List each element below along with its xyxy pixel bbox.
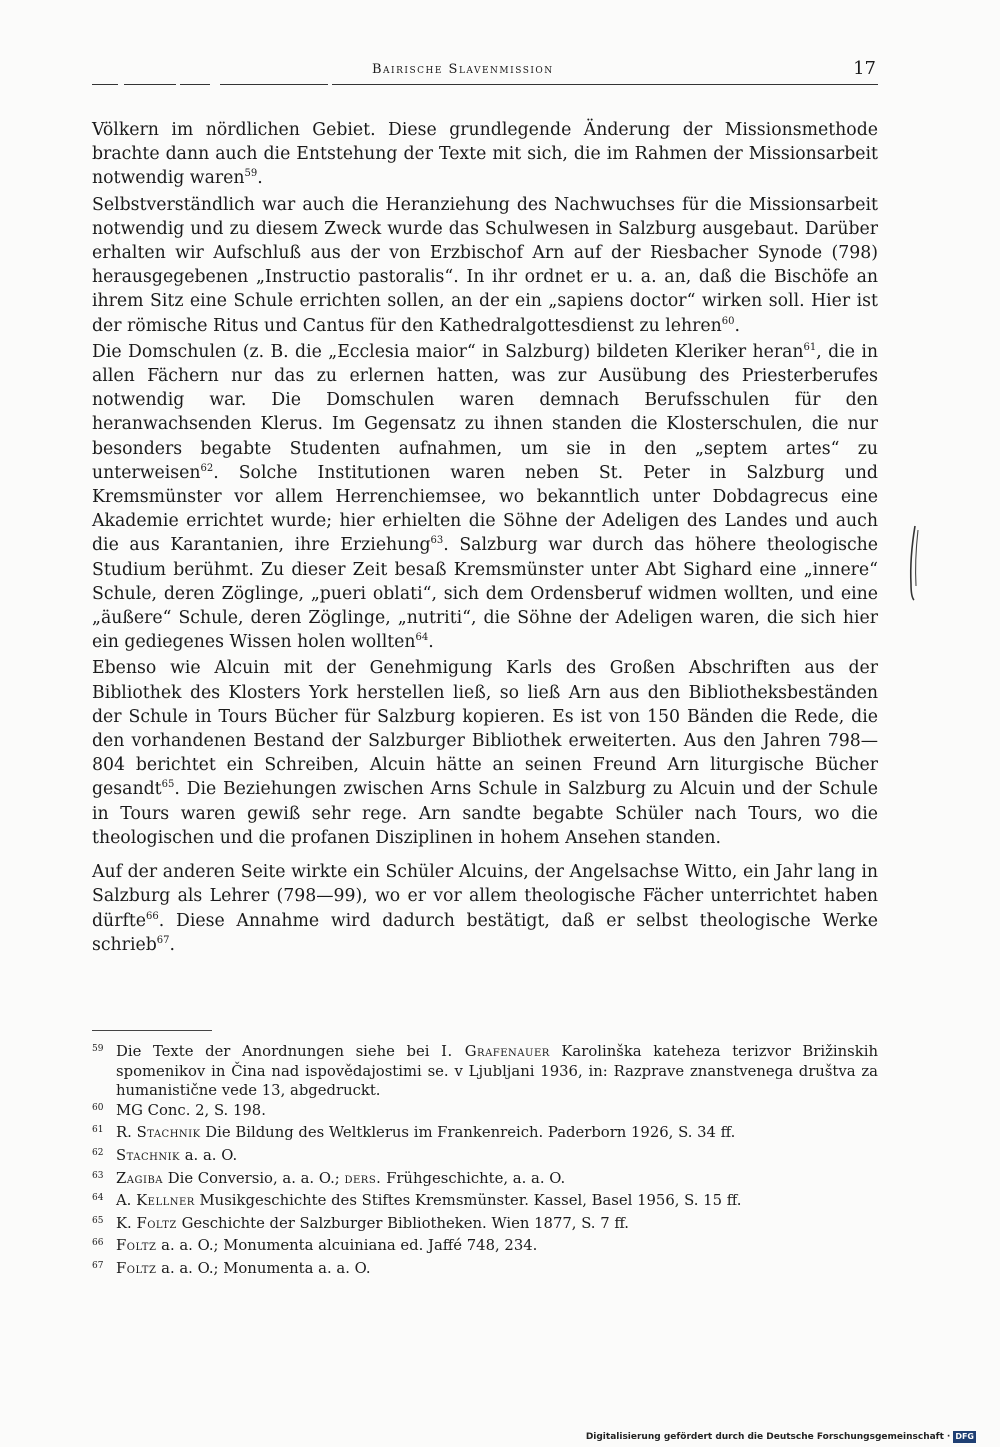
footnote-part: Die Bildung des Weltklerus im Frankenreich. Paderborn 1926, S. 34 ff. [200, 1124, 736, 1142]
rule-gap [118, 83, 124, 87]
footnote-author: Zagiba [116, 1169, 164, 1187]
footnote-text [116, 1191, 878, 1211]
footnote-number: 59 [92, 1044, 104, 1054]
footnote [92, 1169, 878, 1192]
footnotes [92, 1042, 878, 1282]
footnote [92, 1191, 878, 1214]
rule-gap [328, 83, 332, 87]
footnote-number: 64 [92, 1193, 104, 1204]
footnote-author: Foltz [116, 1237, 157, 1255]
page-number: 17 [853, 58, 876, 79]
footnote-text [116, 1146, 878, 1166]
footnote-part: a. a. O.; Monumenta alcuiniana ed. Jaffé 748, 234. [156, 1237, 538, 1255]
footnote-part: Die Conversio, a. a. O.; [163, 1169, 345, 1187]
footnote-part: a. a. O. [180, 1146, 238, 1164]
paragraph [92, 118, 878, 191]
rule-gap [176, 83, 180, 87]
footnote-part: Musikgeschichte des Stiftes Kremsmünster. Kassel, Basel 1956, S. 15 ff. [194, 1192, 742, 1210]
paragraph-text: Selbstverständlich war auch die Heranziehung des Nachwuchses für die Missionsarbeit notwendig und zu diesem Zweck wurde das Schulwesen in Salzburg ausgebaut. Darüber erhalten wir Aufschluß aus der von Erzbischof Arn auf der Riesbacher Synode (798) herausgegebenen „Instructio pastoralis“. In ihr ordnet er u. a. an, daß die Bischöfe an ihrem Sitz eine Schule errichten sollen, an der ein „sapiens doctor“ wirken soll. Hier ist der römische Ritus und Cantus für den Kathedralgottesdienst zu lehren [92, 194, 878, 336]
footnote-ref[interactable]: 59 [244, 168, 258, 180]
footnote-separator [92, 1030, 212, 1031]
paragraph-text: . Die Beziehungen zwischen Arns Schule in Salzburg zu Alcuin und der Schule in Tours waren gewiß sehr rege. Arn sandte begabte Schüler nach Tours, wo die theologischen und die profanen Disziplinen in hohem Ansehen standen. [92, 779, 878, 848]
footnote-ref[interactable]: 63 [430, 535, 444, 547]
dfg-logo: DFG [955, 1432, 974, 1441]
footnote-author: Foltz [116, 1259, 157, 1277]
footnote-part: Die Texte der Anordnungen siehe bei [116, 1043, 442, 1060]
footnote-author: I. Grafenauer [441, 1043, 550, 1060]
footnote-text [116, 1236, 878, 1256]
paragraph [92, 656, 878, 850]
footnote [92, 1236, 878, 1259]
footnote-ref[interactable]: 64 [415, 632, 429, 644]
footnote-text [116, 1169, 878, 1189]
footnote [92, 1042, 878, 1101]
footnote-author: Kellner [136, 1192, 195, 1210]
footnote-author: Foltz [136, 1214, 177, 1232]
footnote-number: 62 [92, 1147, 104, 1158]
margin-pencil-mark [906, 524, 920, 602]
footnote-part: A. [116, 1192, 137, 1210]
footnote-part: Frühgeschichte, a. a. O. [381, 1169, 566, 1187]
footnote-part: Karolinška kateheza terizvor Brižinskih spomenikov in Čina nad ispovědajostimi se. v Ljubljani 1936, in: Razprave znanstvenega društva za humanistične vede 13, abgedruckt. [116, 1043, 878, 1100]
paragraph-text: . Diese Annahme wird dadurch bestätigt, daß er selbst theologische Werke schrieb [92, 910, 878, 955]
footnote [92, 1259, 878, 1282]
footnote-part: a. a. O.; Monumenta a. a. O. [156, 1259, 371, 1277]
paragraph-text: Auf der anderen Seite wirkte ein Schüler Alcuins, der Angelsachse Witto, ein Jahr lang in Salzburg als Lehrer (798—99), wo er vor allem theologische Fächer unterrichtet haben dürfte [92, 862, 878, 931]
footnote-ref[interactable]: 61 [803, 341, 817, 353]
footnote [92, 1146, 878, 1169]
footnote-number: 60 [92, 1102, 104, 1113]
paragraph-text: Die Domschulen (z. B. die „Ecclesia maior“ in Salzburg) bildeten Kleriker heran [92, 341, 804, 362]
paragraph-text: Ebenso wie Alcuin mit der Genehmigung Karls des Großen Abschriften aus der Bibliothek des Klosters York herstellen ließ, so ließ Arn aus den Bibliotheksbeständen der Schule in Tours Bücher für Salzburg kopieren. Es ist von 150 Bänden die Rede, die den vorhandenen Bestand der Salzburger Bibliothek erweiterten. Aus den Jahren 798—804 berichtet ein Schreiben, Alcuin hätte an seinen Freund Arn liturgische Bücher gesandt [92, 658, 878, 800]
paragraph-text: Völkern im nördlichen Gebiet. Diese grundlegende Änderung der Missionsmethode brachte dann auch die Entstehung der Texte mit sich, die im Rahmen der Missionsarbeit notwendig waren [92, 120, 878, 189]
footnote-ref[interactable]: 67 [156, 934, 170, 946]
running-head [92, 58, 878, 86]
credit-text: Digitalisierung gefördert durch die Deutsche Forschungsgemeinschaft [585, 1432, 944, 1442]
footnote-author: ders. [344, 1169, 382, 1187]
main-text [92, 118, 878, 957]
footnote [92, 1214, 878, 1237]
footnote [92, 1123, 878, 1146]
digitization-credit [586, 1431, 976, 1443]
footnote-text [116, 1259, 878, 1279]
credit-separator: · [946, 1432, 951, 1442]
footnote-text [116, 1214, 878, 1234]
footnote-author: Stachnik [116, 1146, 181, 1164]
footnote-part: R. [116, 1124, 137, 1142]
paragraph [92, 860, 878, 957]
footnote-part: MG Conc. 2, S. 198. [116, 1101, 266, 1119]
running-head-title: Bairische Slavenmission [372, 62, 554, 77]
footnote-ref[interactable]: 62 [200, 462, 214, 474]
footnote-text [116, 1123, 878, 1143]
paragraph-text: . [428, 632, 434, 653]
paragraph [92, 193, 878, 338]
footnote-ref[interactable]: 65 [161, 779, 175, 791]
footnote-number: 67 [92, 1260, 104, 1271]
footnote-number: 65 [92, 1215, 104, 1226]
paragraph-text: . [734, 315, 740, 336]
rule-gap [210, 83, 220, 87]
footnote-text [116, 1101, 878, 1121]
paragraph-text: . [257, 168, 263, 189]
footnote-part: K. [116, 1214, 137, 1232]
footnote-author: Stachnik [136, 1124, 201, 1142]
footnote [92, 1101, 878, 1124]
paragraph-text: . [169, 934, 175, 955]
paragraph-text: . Solche Institutionen waren neben St. Peter in Salzburg und Kremsmünster vor allem Herrenchiemsee, wo bekanntlich unter Dobdagrecus eine Akademie errichtet wurde; hier erhielten die Söhne der Adeligen des Landes und auch die aus Karantanien, ihre Erziehung [92, 462, 878, 556]
footnote-ref[interactable]: 66 [146, 910, 159, 922]
paragraph [92, 340, 878, 655]
footnote-number: 66 [92, 1238, 104, 1249]
paragraph-text: , die in allen Fächern nur das zu erlernen hatten, was zur Ausübung des Priesterberufes notwendig war. Die Domschulen waren demnach Berufsschulen für den heranwachsenden Klerus. Im Gegensatz zu ihnen standen die Klosterschulen, die nur besonders begabte Studenten aufnahmen, um sie in den „septem artes“ zu unterweisen [92, 341, 879, 483]
footnote-part: Geschichte der Salzburger Bibliotheken. Wien 1877, S. 7 ff. [176, 1214, 630, 1232]
paragraph-text: . Salzburg war durch das höhere theologische Studium berühmt. Zu dieser Zeit besaß Kremsmünster unter Abt Sighard eine „innere“ Schule, deren Zöglinge, „pueri oblati“, sich dem Ordensberuf widmen wollten, und eine „äußere“ Schule, deren Zöglinge, „nutriti“, die Söhne der Adeligen waren, die sich hier ein gediegenes Wissen holen wollten [92, 535, 878, 653]
footnote-number: 63 [92, 1170, 104, 1181]
footnote-ref[interactable]: 60 [721, 315, 735, 327]
footnote-text [116, 1042, 878, 1101]
footnote-number: 61 [92, 1125, 104, 1136]
